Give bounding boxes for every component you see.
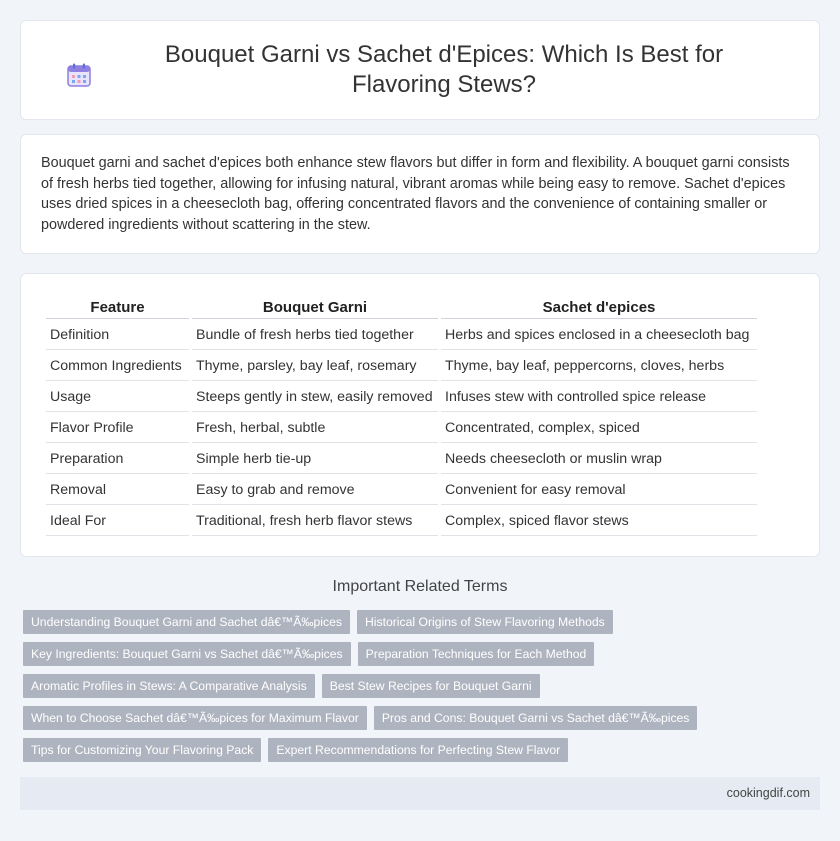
related-term-tag[interactable]: Pros and Cons: Bouquet Garni vs Sachet dâ€™Ã‰pices [374,706,698,730]
table-cell-feature: Ideal For [46,505,189,536]
table-cell-sachet: Complex, spiced flavor stews [441,505,757,536]
table-cell-bouquet: Thyme, parsley, bay leaf, rosemary [192,350,438,381]
table-cell-feature: Usage [46,381,189,412]
table-cell-bouquet: Simple herb tie-up [192,443,438,474]
title-card [20,20,820,120]
table-row [46,412,757,443]
intro-card [20,134,820,254]
related-term-tag[interactable]: Understanding Bouquet Garni and Sachet dâ€™Ã‰pices [23,610,350,634]
related-term-tag[interactable]: Preparation Techniques for Each Method [358,642,595,666]
comparison-table [43,296,760,536]
related-term-tag[interactable]: Aromatic Profiles in Stews: A Comparative Analysis [23,674,315,698]
related-term-tag[interactable]: Key Ingredients: Bouquet Garni vs Sachet dâ€™Ã‰pices [23,642,351,666]
footer [20,777,820,810]
related-term-tag[interactable]: When to Choose Sachet dâ€™Ã‰pices for Maximum Flavor [23,706,367,730]
table-cell-sachet: Thyme, bay leaf, peppercorns, cloves, herbs [441,350,757,381]
table-cell-sachet: Infuses stew with controlled spice release [441,381,757,412]
table-cell-bouquet: Steeps gently in stew, easily removed [192,381,438,412]
table-row [46,319,757,350]
table-row [46,350,757,381]
table-cell-bouquet: Fresh, herbal, subtle [192,412,438,443]
table-header-feature: Feature [46,296,189,319]
table-cell-feature: Preparation [46,443,189,474]
calendar-icon [66,62,92,88]
table-row [46,474,757,505]
table-header-sachet: Sachet d'epices [441,296,757,319]
table-cell-bouquet: Easy to grab and remove [192,474,438,505]
table-cell-feature: Common Ingredients [46,350,189,381]
page-title: Bouquet Garni vs Sachet d'Epices: Which Is Best for Flavoring Stews? [164,41,724,98]
related-terms-list [23,610,823,762]
table-row [46,443,757,474]
footer-site-link[interactable]: cookingdif.com [726,786,810,800]
intro-paragraph: Bouquet garni and sachet d'epices both enhance stew flavors but differ in form and flexibility. A bouquet garni consists of fresh herbs tied together, allowing for infusing natural, vibrant aromas while being easy to remove. Sachet d'epices uses dried spices in a cheesecloth bag, offering concentrated flavors and the convenience of containing smaller or powdered ingredients without scattering in the stew. [41,155,790,233]
table-cell-sachet: Convenient for easy removal [441,474,757,505]
table-cell-bouquet: Traditional, fresh herb flavor stews [192,505,438,536]
table-cell-bouquet: Bundle of fresh herbs tied together [192,319,438,350]
table-cell-sachet: Herbs and spices enclosed in a cheesecloth bag [441,319,757,350]
related-term-tag[interactable]: Historical Origins of Stew Flavoring Methods [357,610,613,634]
table-row [46,381,757,412]
related-term-tag[interactable]: Best Stew Recipes for Bouquet Garni [322,674,540,698]
table-cell-sachet: Needs cheesecloth or muslin wrap [441,443,757,474]
title-wrap [66,40,774,100]
related-term-tag[interactable]: Expert Recommendations for Perfecting Stew Flavor [268,738,568,762]
table-cell-feature: Removal [46,474,189,505]
comparison-card [20,273,820,557]
table-cell-feature: Definition [46,319,189,350]
related-terms-title: Important Related Terms [332,578,508,595]
table-cell-sachet: Concentrated, complex, spiced [441,412,757,443]
related-term-tag[interactable]: Tips for Customizing Your Flavoring Pack [23,738,261,762]
table-header-bouquet-garni: Bouquet Garni [192,296,438,319]
table-row [46,505,757,536]
table-cell-feature: Flavor Profile [46,412,189,443]
table-header-row [46,296,757,319]
